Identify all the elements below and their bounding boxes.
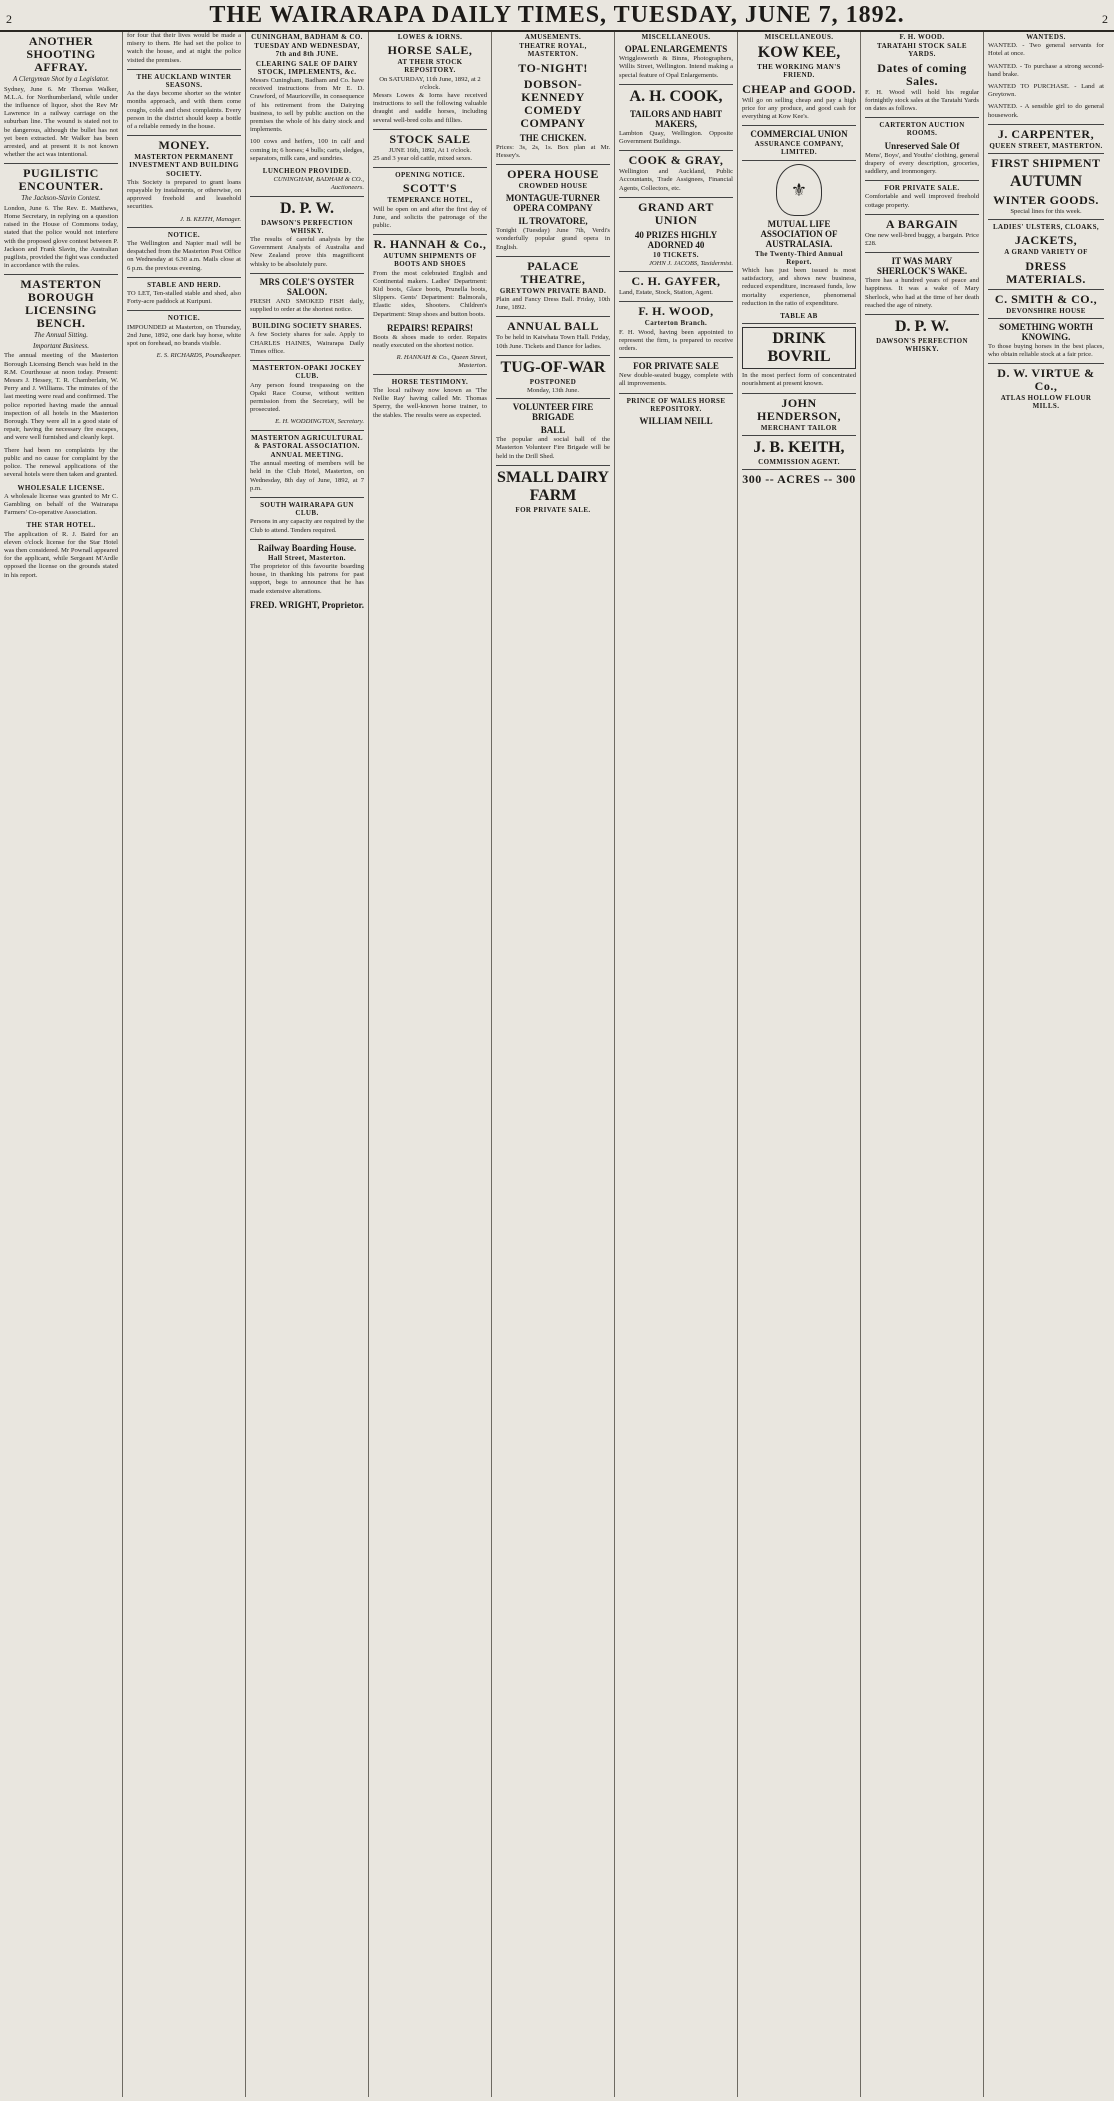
divider — [496, 355, 610, 356]
heading-private-sale: FOR PRIVATE SALE — [633, 361, 719, 372]
heading-commercial-union: COMMERCIAL UNION — [750, 129, 848, 140]
heading-wanteds: WANTEDS. — [1026, 33, 1066, 41]
commercial-union-subtitle: ASSURANCE COMPANY, LIMITED. — [754, 140, 844, 157]
divider — [865, 117, 979, 118]
stock-sale-date: JUNE 16th, 1892, At 1 o'clock. — [388, 146, 472, 154]
divider — [742, 125, 856, 126]
heading-cuningham-badham: CUNINGHAM, BADHAM & CO. — [251, 33, 363, 41]
heading-winter-season: THE AUCKLAND WINTER SEASONS. — [136, 72, 232, 90]
wanted-item: WANTED. - A sensible girl to do general housework. — [988, 103, 1104, 119]
divider — [373, 129, 487, 130]
mutual-life-report: The Twenty-Third Annual Report. — [755, 249, 843, 266]
divider — [496, 465, 610, 466]
heading-money: MONEY. — [158, 138, 210, 153]
tug-date: Monday, 13th June. — [527, 387, 579, 395]
horse-testimony-body: The local railway now known as 'The Nellie Ray' having called Mr. Thomas Sperry, the well-known horse trainer, to the stables. The results were as expected. — [373, 386, 487, 419]
heading-gayfer: C. H. GAYFER, — [631, 274, 721, 289]
heading-table-ab: TABLE AB — [780, 312, 818, 321]
divider — [742, 160, 856, 161]
heading-something-worth-knowing: SOMETHING WORTH KNOWING. — [999, 321, 1093, 342]
heading-fire-brigade: VOLUNTEER FIRE BRIGADE — [512, 402, 594, 423]
first-shipment-body: Special lines for this week. — [1010, 208, 1082, 216]
knowing-body: To those buying horses in the best places, who obtain reliable stock at a fair price. — [988, 342, 1104, 359]
opera-company: MONTAGUE-TURNER OPERA COMPANY — [505, 193, 601, 214]
divider — [619, 357, 733, 358]
divider — [988, 153, 1104, 154]
wood-body: F. H. Wood, having been appointed to represent the firm, is prepared to receive orders. — [619, 328, 733, 353]
heading-horse-testimony: HORSE TESTIMONY. — [391, 377, 469, 386]
divider — [250, 318, 364, 319]
heading-ag-association: MASTERTON AGRICULTURAL & PASTORAL ASSOCIATION. — [251, 433, 363, 450]
bovril-body: In the most perfect form of concentrated nourishment at present known. — [742, 372, 856, 388]
palace-band: GREYTOWN PRIVATE BAND. — [499, 286, 607, 295]
heading-pugilistic: PUGILISTIC ENCOUNTER. — [18, 166, 104, 194]
heading-theatre-royal: THEATRE ROYAL, MASTERTON. — [519, 42, 587, 59]
divider — [127, 277, 241, 278]
article-continued — [4, 584, 118, 592]
carpenter-address: QUEEN STREET, MASTERTON. — [989, 141, 1103, 150]
divider — [742, 393, 856, 394]
jockey-club-signature: E. H. WODDINGTON, Secretary. — [275, 418, 364, 426]
scotts-body: Will be open on and after the first day of June, and solicits the patronage of the public. — [373, 205, 487, 230]
kow-kee-body: Will go on selling cheap and pay a high price for any produce, and good cash for everything at Kow Kee's. — [742, 96, 856, 121]
wanted-item: WANTED. - Two general servants for Hotel at once. — [988, 42, 1104, 58]
heading-notice-mail: NOTICE. — [167, 230, 201, 239]
heading-building-shares: BUILDING SOCIETY SHARES. — [252, 322, 362, 331]
divider — [742, 435, 856, 436]
dpw-subtitle: DAWSON'S PERFECTION WHISKY. — [261, 218, 353, 235]
divider — [742, 323, 856, 324]
divider — [250, 539, 364, 540]
divider — [619, 393, 733, 394]
theatre-play: THE CHICKEN. — [519, 132, 587, 143]
kow-kee-subtitle: THE WORKING MAN'S FRIEND. — [757, 63, 841, 80]
heading-dpw: D. P. W. — [894, 318, 950, 336]
heading-kow-kee: KOW KEE, — [757, 44, 841, 62]
heading-john-henderson: JOHN HENDERSON, — [756, 395, 841, 423]
heading-scotts: SCOTT'S — [402, 181, 458, 196]
divider — [250, 360, 364, 361]
divider — [988, 318, 1104, 319]
column-8 — [861, 32, 984, 2097]
column-9 — [984, 32, 1108, 2097]
heading-horse-sale: HORSE SALE, — [387, 43, 473, 58]
taratahi-dates: Dates of coming Sales. — [877, 60, 967, 88]
ag-annual-meeting: ANNUAL MEETING. — [270, 450, 344, 459]
divider — [619, 150, 733, 151]
divider — [4, 163, 118, 164]
divider — [988, 124, 1104, 125]
fire-brigade-ball: BALL — [540, 425, 566, 436]
divider — [496, 164, 610, 165]
divider — [619, 84, 733, 85]
heading-dpw: D. P. W. — [279, 199, 335, 217]
article-licensing: The annual meeting of the Masterton Borough Licensing Bench was held in the R.M. Courthouse at noon today. Present: Messrs J. Hessey, T. R. Chamberlain, W. Perry and J. Williams. The minutes of the last meeting were read and confirmed. The police reported having made the annual inspection of all hotels in the Masterton Borough. They were all in a good state of repair, having the necessary fire escapes, and were well furnished and cleanly kept. — [4, 352, 118, 442]
heading-opening-notice: OPENING NOTICE. — [395, 171, 465, 180]
subheading-pugilistic: The Jackson-Slavin Contest. — [21, 194, 101, 203]
notice-impounded-body: IMPOUNDED at Masterton, on Thursday, 2nd June, 1892, one dark bay horse, white spot on forehead, no brands visible. — [127, 323, 241, 348]
gayfer-body: Land, Estate, Stock, Station, Agent. — [619, 289, 713, 297]
art-union-prizes: 40 PRIZES HIGHLY ADORNED 40 — [634, 229, 718, 250]
heading-bargain: A BARGAIN — [885, 216, 959, 231]
divider — [250, 430, 364, 431]
ag-body: The annual meeting of members will be held in the Club Hotel, Masterton, on Wednesday, 8th day of June, 1892, at 7 p.m. — [250, 460, 364, 492]
heading-carterton-rooms: CARTERTON AUCTION ROOMS. — [879, 121, 965, 138]
building-society-body: This Society is prepared to grant loans repayable by instalments, or otherwise, on approved freehold and leasehold securities. — [127, 178, 241, 211]
subheading-important-business: Important Business. — [33, 341, 89, 350]
first-winter-goods: WINTER GOODS. — [993, 193, 1099, 208]
firm-sale-body: Messrs Cuningham, Badham and Co. have received instructions from Mr E. D. Crawford, of Mauriceville, in consequence of his retirement from the Dairying business, to sell by public auction on the premises the whole of his dairy stock and implements. — [250, 77, 364, 134]
column-4 — [369, 32, 492, 2097]
wanted-item: WANTED. - To purchase a strong second-hand brake. — [988, 62, 1104, 78]
oyster-body: FRESH AND SMOKED FISH daily, supplied to order at the shortest notice. — [250, 297, 364, 314]
ulsters-jackets: JACKETS, — [1014, 233, 1078, 248]
firm-signature: CUNINGHAM, BADHAM & CO., Auctioneers. — [273, 176, 364, 192]
dpw-subtitle: DAWSON'S PERFECTION WHISKY. — [876, 337, 968, 354]
subheading-annual-sitting: The Annual Sitting. — [33, 331, 89, 340]
heading-hannah: R. HANNAH & Co., — [373, 237, 487, 252]
divider — [250, 196, 364, 197]
mutual-life-emblem-icon: ⚜ — [776, 164, 822, 216]
heading-fh-wood: F. H. WOOD, — [638, 304, 714, 319]
heading-taratahi-yards: TARATAHI STOCK SALE YARDS. — [877, 42, 967, 59]
first-autumn: AUTUMN — [1010, 173, 1082, 191]
heading-first-shipment: FIRST SHIPMENT — [991, 156, 1101, 171]
article-star-hotel: The application of R. J. Baird for an eleven o'clock license for the Star Hotel was then considered. Mr Pownall appeared for the applicant, while Sergeant M'Ardle opposed the license on the grounds stated in his report. — [4, 530, 118, 579]
cook-body: Lambton Quay, Wellington. Opposite Government Buildings. — [619, 129, 733, 146]
art-union-signature: JOHN J. JACOBS, Taxidermist. — [648, 260, 733, 268]
heading-drink-bovril: DRINK BOVRIL — [742, 327, 856, 369]
heading-jb-keith: J. B. KEITH, — [753, 438, 845, 456]
cook-gray-body: Wellington and Auckland, Public Accountants, Trade Assignees, Financial Agents, Collectors, etc. — [619, 168, 733, 192]
divider — [865, 314, 979, 315]
article-wholesale-license: A wholesale license was granted to Mr C. Gambling on behalf of the Wairarapa Farmers' Co-operative Association. — [4, 492, 118, 517]
divider — [496, 316, 610, 317]
article-licensing-cont: There had been no complaints by the public and no cause for complaint by the police. The renewal applications of the several hotels were then taken and granted. — [4, 446, 118, 479]
scotts-subtitle: TEMPERANCE HOTEL, — [387, 196, 473, 205]
divider — [373, 167, 487, 168]
divider — [4, 274, 118, 275]
page-number-right: 2 — [1102, 12, 1108, 26]
divider — [250, 273, 364, 274]
mutual-life-body: Which has just been issued is most satisfactory, and shows new business, reduced expenditure, increased funds, low mortality experience, phenomenal reduction in the ratio of expenditure. — [742, 267, 856, 307]
heading-mutual-life: MUTUAL LIFE ASSOCIATION OF AUSTRALASIA. — [760, 218, 838, 249]
opal-body: Wrigglesworth & Binns, Photographers, Willis Street, Wellington. Intend making a special feature of Opal Enlargements. — [619, 55, 733, 79]
theatre-body: Prices: 3s, 2s, 1s. Box plan at Mr. Hessey's. — [496, 143, 610, 159]
stock-sale-body: 25 and 3 year old cattle, mixed sexes. — [373, 155, 473, 163]
divider — [865, 252, 979, 253]
heading-art-union: GRAND ART UNION — [638, 199, 714, 227]
heading-grand-variety: A GRAND VARIETY OF — [1004, 248, 1088, 257]
tug-postponed: POSTPONED — [529, 377, 577, 386]
heading-stock-sale: STOCK SALE — [389, 131, 471, 146]
heading-wholesale-license: WHOLESALE LICENSE. — [17, 483, 105, 492]
notice-impounded-signature: E. S. RICHARDS, Poundkeeper. — [156, 352, 241, 360]
heading-shooting-affray: ANOTHER SHOOTING AFFRAY. — [26, 34, 96, 74]
stable-body: TO LET, Ten-stalled stable and shed, also Forty-acre paddock at Kuripuni. — [127, 290, 241, 306]
heading-licensing-bench: MASTERTON BOROUGH LICENSING BENCH. — [20, 277, 102, 331]
sherlock-body: There has a hundred years of peace and happiness. It was a wake of Mary Sherlock, who had at the time of her death reached the age of ninety. — [865, 277, 979, 309]
heading-fh-wood-top: F. H. WOOD. — [899, 33, 945, 41]
column-5 — [492, 32, 615, 2097]
opera-body: Tonight (Tuesday) June 7th, Verdi's wonderfully popular grand opera in English. — [496, 227, 610, 251]
repairs-body: Boots & shoes made to order. Repairs neatly executed on the shortest notice. — [373, 333, 487, 350]
opera-play: IL TROVATORE, — [518, 216, 588, 227]
divider — [619, 197, 733, 198]
heading-jockey-club: MASTERTON-OPAKI JOCKEY CLUB. — [252, 364, 362, 381]
jockey-club-body: Any person found trespassing on the Opaki Race Course, without written permission from the Secretary, will be prosecuted. — [250, 381, 364, 414]
column-3 — [246, 32, 369, 2097]
horse-sale-date: On SATURDAY, 11th June, 1892, at 2 o'clock. — [379, 75, 481, 91]
heading-notice-impounded: NOTICE. — [167, 314, 201, 323]
prince-signature: WILLIAM NEILL — [639, 416, 713, 427]
divider — [496, 256, 610, 257]
heading-star-hotel: THE STAR HOTEL. — [26, 521, 96, 530]
wood-branch: Carterton Branch. — [644, 319, 708, 328]
heading-amusements: AMUSEMENTS. — [524, 33, 582, 41]
heading-prince-of-wales: PRINCE OF WALES HORSE REPOSITORY. — [626, 396, 726, 413]
firm-sale-title: CLEARING SALE OF DAIRY STOCK, IMPLEMENTS, &c. — [255, 59, 359, 76]
masthead — [0, 0, 1114, 32]
article-pugilistic: London, June 6. The Rev. E. Matthews, Home Secretary, in replying on a question raised in the House of Commons today, stated that the police would not interfere with the proposed glove contest between P. Jackson and Frank Slavin, the Australian pugilists, provided the fight was conducted in accordance with the rules. — [4, 204, 118, 270]
heading-opera-house: OPERA HOUSE — [507, 167, 599, 182]
horse-sale-body: Messrs Lowes & Iorns have received instructions to sell the following valuable draught and saddle horses, including several well-bred colts and fillies. — [373, 92, 487, 124]
columns — [0, 32, 1114, 2097]
theatre-tonight: TO-NIGHT! — [518, 60, 588, 75]
divider — [619, 271, 733, 272]
heading-oyster-saloon: MRS COLE'S OYSTER SALOON. — [259, 276, 355, 297]
heading-annual-ball: ANNUAL BALL — [507, 319, 599, 334]
heading-c-smith: C. SMITH & CO., — [994, 291, 1098, 306]
heading-miscellaneous: MISCELLANEOUS. — [764, 33, 834, 41]
dress-materials: DRESS MATERIALS. — [1006, 258, 1086, 286]
divider — [373, 374, 487, 375]
firm-sale-list: 100 cows and heifers, 100 in calf and coming in; 6 horses; 4 bulls; carts, sledges, separators, milk cans, and sundries. — [250, 138, 364, 162]
private-sale-body: Comfortable and well improved freehold cottage property. — [865, 193, 979, 209]
building-society-title: MASTERTON PERMANENT INVESTMENT AND BUILDING SOCIETY. — [129, 153, 239, 178]
heading-cook-gray: COOK & GRAY, — [628, 153, 724, 168]
heading-stable: STABLE AND HERD. — [147, 280, 221, 289]
heading-palace-theatre: PALACE THEATRE, — [520, 258, 586, 286]
column-2 — [123, 32, 246, 2097]
hannah-subtitle: AUTUMN SHIPMENTS OF BOOTS AND SHOES — [383, 252, 477, 269]
heading-ladies-ulsters: LADIES' ULSTERS, CLOAKS, — [992, 223, 1100, 232]
subheading-shooting: A Clergyman Shot by a Legislator. — [12, 75, 110, 83]
devonshire-house: DEVONSHIRE HOUSE — [1006, 306, 1086, 315]
divider — [127, 69, 241, 70]
divider — [127, 135, 241, 136]
heading-tug-of-war: TUG-OF-WAR — [500, 358, 606, 376]
wanted-item: WANTED TO PURCHASE. - Land at Greytown. — [988, 83, 1104, 99]
divider — [250, 497, 364, 498]
heading-dw-virtue: D. W. VIRTUE & Co., — [997, 366, 1095, 394]
building-society-signature: J. B. KEITH, Manager. — [180, 215, 241, 223]
railway-address: Hall Street, Masterton. — [268, 553, 346, 562]
divider — [742, 469, 856, 470]
article-shooting: Sydney, June 6. Mr Thomas Walker, M.L.A. for Northumberland, while under the influence of liquor, shot the Rev Mr Lawrence in a railway carriage on the suburban line. The wound is stated not to be dangerous, although the bullet has not yet been extracted. Mr Walker has been arrested, and at present it is not known whether the act was intentional. — [4, 85, 118, 159]
theatre-company: DOBSON-KENNEDY COMEDY COMPANY — [520, 76, 586, 130]
column-1 — [0, 32, 123, 2097]
article-winter-season: As the days become shorter so the winter months approach, and with them come coughs, colds and chest complaints. Every person in the district should keep a bottle of a reliable remedy in the house. — [127, 90, 241, 131]
column-6 — [615, 32, 738, 2097]
divider — [127, 227, 241, 228]
heading-300-acres: 300 -- ACRES -- 300 — [742, 472, 856, 487]
heading-lowes-iorns: LOWES & IORNS. — [397, 33, 463, 41]
luncheon-provided: LUNCHEON PROVIDED. — [262, 167, 352, 176]
small-farm-private-sale: FOR PRIVATE SALE. — [515, 505, 591, 514]
heading-gun-club: SOUTH WAIRARAPA GUN CLUB. — [260, 500, 354, 518]
taratahi-body: F. H. Wood will hold his regular fortnightly stock sales at the Taratahi Yards on dates as follows. — [865, 88, 979, 113]
building-shares-body: A few Society shares for sale. Apply to CHARLES HAINES, Wairarapa Daily Times office. — [250, 331, 364, 355]
heading-railway-boarding: Railway Boarding House. — [257, 542, 357, 553]
divider — [496, 398, 610, 399]
divider — [865, 214, 979, 215]
virtue-mills: ATLAS HOLLOW FLOUR MILLS. — [1000, 394, 1092, 411]
divider — [988, 219, 1104, 220]
heading-miscellaneous: MISCELLANEOUS. — [641, 33, 711, 41]
annual-ball-body: To be held in Kaiwhata Town Hall. Friday, 10th June. Tickets and Dance for ladies. — [496, 334, 610, 350]
palace-body: Plain and Fancy Dress Ball. Friday, 10th June, 1892. — [496, 296, 610, 312]
notice-mail-body: The Wellington and Napier mail will be despatched from the Masterton Post Office on Wednesday at 6.30 a.m. Mails close at 6 p.m. the previous evening. — [127, 240, 241, 272]
heading-opal-enlargements: OPAL ENLARGEMENTS — [624, 44, 728, 55]
dpw-body: The results of careful analysis by the Government Analysts of Australia and New Zealand prove this magnificent whisky to be absolutely pure. — [250, 236, 364, 268]
hannah-body: From the most celebrated English and Continental makers. Ladies' Department: Kid boots, Glace boots, Prunella boots, Slippers. Gents' Department: Balmorals, Elastic sides, Shooters. Children's Department: Strap shoes and button boots. — [373, 269, 487, 318]
carterton-unreserved: Unreserved Sale Of — [884, 140, 960, 151]
bargain-body: One new well-bred buggy, a bargain. Price £28. — [865, 231, 979, 248]
kow-kee-cheap-good: CHEAP and GOOD. — [742, 81, 856, 96]
newspaper-title: THE WAIRARAPA DAILY TIMES, TUESDAY, JUNE 7, 1892. — [209, 2, 905, 28]
heading-sherlock-wake: IT WAS MARY SHERLOCK'S WAKE. — [876, 256, 968, 277]
divider — [619, 301, 733, 302]
horse-sale-location: AT THEIR STOCK REPOSITORY. — [397, 58, 463, 75]
divider — [127, 310, 241, 311]
divider — [988, 363, 1104, 364]
column-7 — [738, 32, 861, 2097]
heading-repairs: REPAIRS! REPAIRS! — [387, 322, 473, 333]
heading-ah-cook: A. H. COOK, — [629, 87, 723, 105]
divider — [865, 180, 979, 181]
railway-body: The proprietor of this favourite boarding house, in thanking his patrons for past support, begs to announce that he has made extensive alterations. — [250, 562, 364, 595]
henderson-subtitle: MERCHANT TAILOR — [760, 423, 838, 432]
cook-subtitle: TAILORS AND HABIT MAKERS, — [629, 108, 723, 129]
divider — [373, 234, 487, 235]
opera-crowded: CROWDED HOUSE — [518, 182, 588, 191]
heading-for-private-sale: FOR PRIVATE SALE. — [884, 184, 960, 193]
repairs-signature: R. HANNAH & Co., Queen Street, Masterton. — [396, 354, 487, 370]
divider — [988, 289, 1104, 290]
railway-signature: FRED. WRIGHT, Proprietor. — [250, 599, 364, 610]
heading-carpenter: J. CARPENTER, — [997, 126, 1095, 141]
article-continued-top: for four that their lives would be made a misery to them. He had set the police to watch the house, and at night the police visited the premises. — [127, 32, 241, 64]
gun-club-body: Persons in any capacity are required by the Club to attend. Tenders required. — [250, 518, 364, 534]
carterton-body: Mens', Boys', and Youths' clothing, general drapery of every description, groceries, saddlery, and ironmongery. — [865, 151, 979, 176]
private-sale-body: New double-seated buggy, complete with all improvements. — [619, 372, 733, 388]
firm-sale-dates: TUESDAY AND WEDNESDAY, 7th and 8th JUNE. — [254, 42, 360, 59]
page-number-left: 2 — [6, 12, 12, 26]
keith-subtitle: COMMISSION AGENT. — [758, 457, 840, 466]
art-union-tickets: 10 TICKETS. — [653, 250, 699, 259]
heading-small-dairy-farm: SMALL DAIRY FARM — [497, 468, 609, 504]
fire-brigade-body: The popular and social ball of the Masterton Volunteer Fire Brigade will be held in the Drill Shed. — [496, 436, 610, 460]
